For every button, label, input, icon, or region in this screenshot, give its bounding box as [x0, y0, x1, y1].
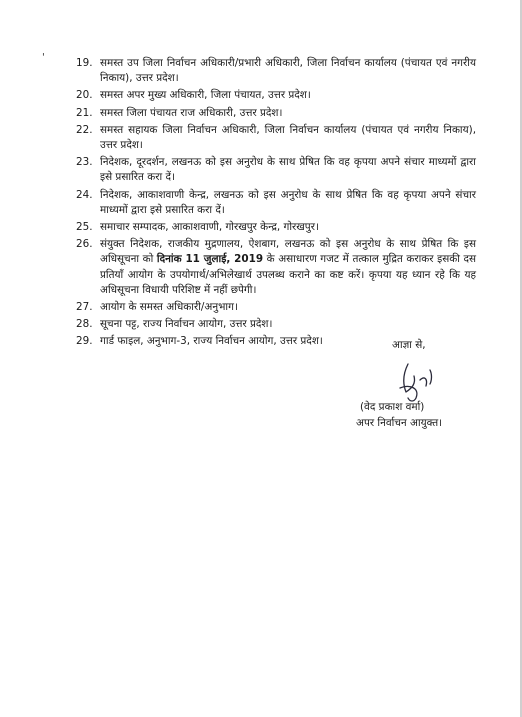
- item-text: गार्ड फाइल, अनुभाग-3, राज्य निर्वाचन आयोग, उत्तर प्रदेश।: [100, 335, 323, 348]
- item-text: समस्त अपर मुख्य अधिकारी, जिला पंचायत, उत्तर प्रदेश।: [100, 89, 311, 102]
- item-number: 26.: [76, 238, 93, 251]
- item-text: सूचना पट्ट, राज्य निर्वाचन आयोग, उत्तर प्रदेश।: [100, 318, 273, 331]
- item-text: समाचार सम्पादक, आकाशवाणी, गोरखपुर केन्द्र, गोरखपुर।: [100, 221, 319, 234]
- list-item: [76, 220, 476, 235]
- item-text: समस्त सहायक जिला निर्वाचन अधिकारी, जिला निर्वाचन कार्यालय (पंचायत एवं नगरीय निकाय), उत्तर प्रदेश।: [100, 123, 476, 152]
- list-item: [76, 188, 476, 218]
- list-item: [76, 88, 476, 103]
- item-number: 19.: [76, 57, 93, 69]
- stray-mark: ': [42, 52, 45, 63]
- list-item: [76, 155, 476, 185]
- by-order-text: आज्ञा से,: [392, 339, 426, 351]
- item-number: 25.: [76, 221, 93, 234]
- list-item: [76, 123, 476, 153]
- signatory-name: (वेद प्रकाश वर्मा): [360, 401, 425, 413]
- notification-date: दिनांक 11 जुलाई, 2019: [156, 253, 264, 266]
- item-number: 28.: [76, 318, 93, 331]
- item-number: 24.: [76, 188, 93, 201]
- item-text-before: संयुक्त निदेशक, राजकीय मुद्रणालय, ऐशबाग, लखनऊ को इस अनुरोध के साथ प्रेषित कि इस अधिसूचना को: [100, 238, 476, 266]
- list-item: [76, 56, 476, 86]
- signatory-designation: अपर निर्वाचन आयुक्त।: [356, 417, 443, 429]
- list-item: [76, 237, 476, 298]
- item-number: 27.: [76, 301, 93, 314]
- item-number: 29.: [76, 335, 93, 348]
- item-text: समस्त उप जिला निर्वाचन अधिकारी/प्रभारी अधिकारी, जिला निर्वाचन कार्यालय (पंचायत एवं नगरीय निकाय), उत्तर प्रदेश।: [100, 57, 476, 85]
- item-text: आयोग के समस्त अधिकारी/अनुभाग।: [100, 301, 238, 314]
- item-number: 22.: [76, 123, 93, 136]
- list-item: [76, 317, 476, 332]
- item-text: [100, 237, 476, 298]
- list-item: [76, 300, 476, 315]
- item-number: 20.: [76, 89, 93, 102]
- distribution-list: [76, 56, 476, 352]
- list-item: [76, 106, 476, 121]
- item-text: निदेशक, दूरदर्शन, लखनऊ को इस अनुरोध के साथ प्रेषित कि वह कृपया अपने संचार माध्यमों द्वारा इसे प्रसारित करा दें।: [100, 156, 476, 184]
- item-number: 23.: [76, 156, 93, 169]
- item-text: निदेशक, आकाशवाणी केन्द्र, लखनऊ को इस अनुरोध के साथ प्रेषित कि वह कृपया अपने संचार माध्यमों द्वारा इसे प्रसारित करा दें।: [100, 188, 476, 216]
- item-text: समस्त जिला पंचायत राज अधिकारी, उत्तर प्रदेश।: [100, 106, 283, 119]
- item-text-after: के असाधारण गजट में तत्काल मुद्रित कराकर इसकी दस प्रतियाँ आयोग के उपयोगार्थ/अभिलेखार्थ उपलब्ध कराने का कष्ट करें। कृपया यह ध्यान रहे कि यह अधिसूचना विधायी परिशिष्ट में नहीं छपेगी।: [100, 253, 476, 296]
- item-number: 21.: [76, 106, 93, 119]
